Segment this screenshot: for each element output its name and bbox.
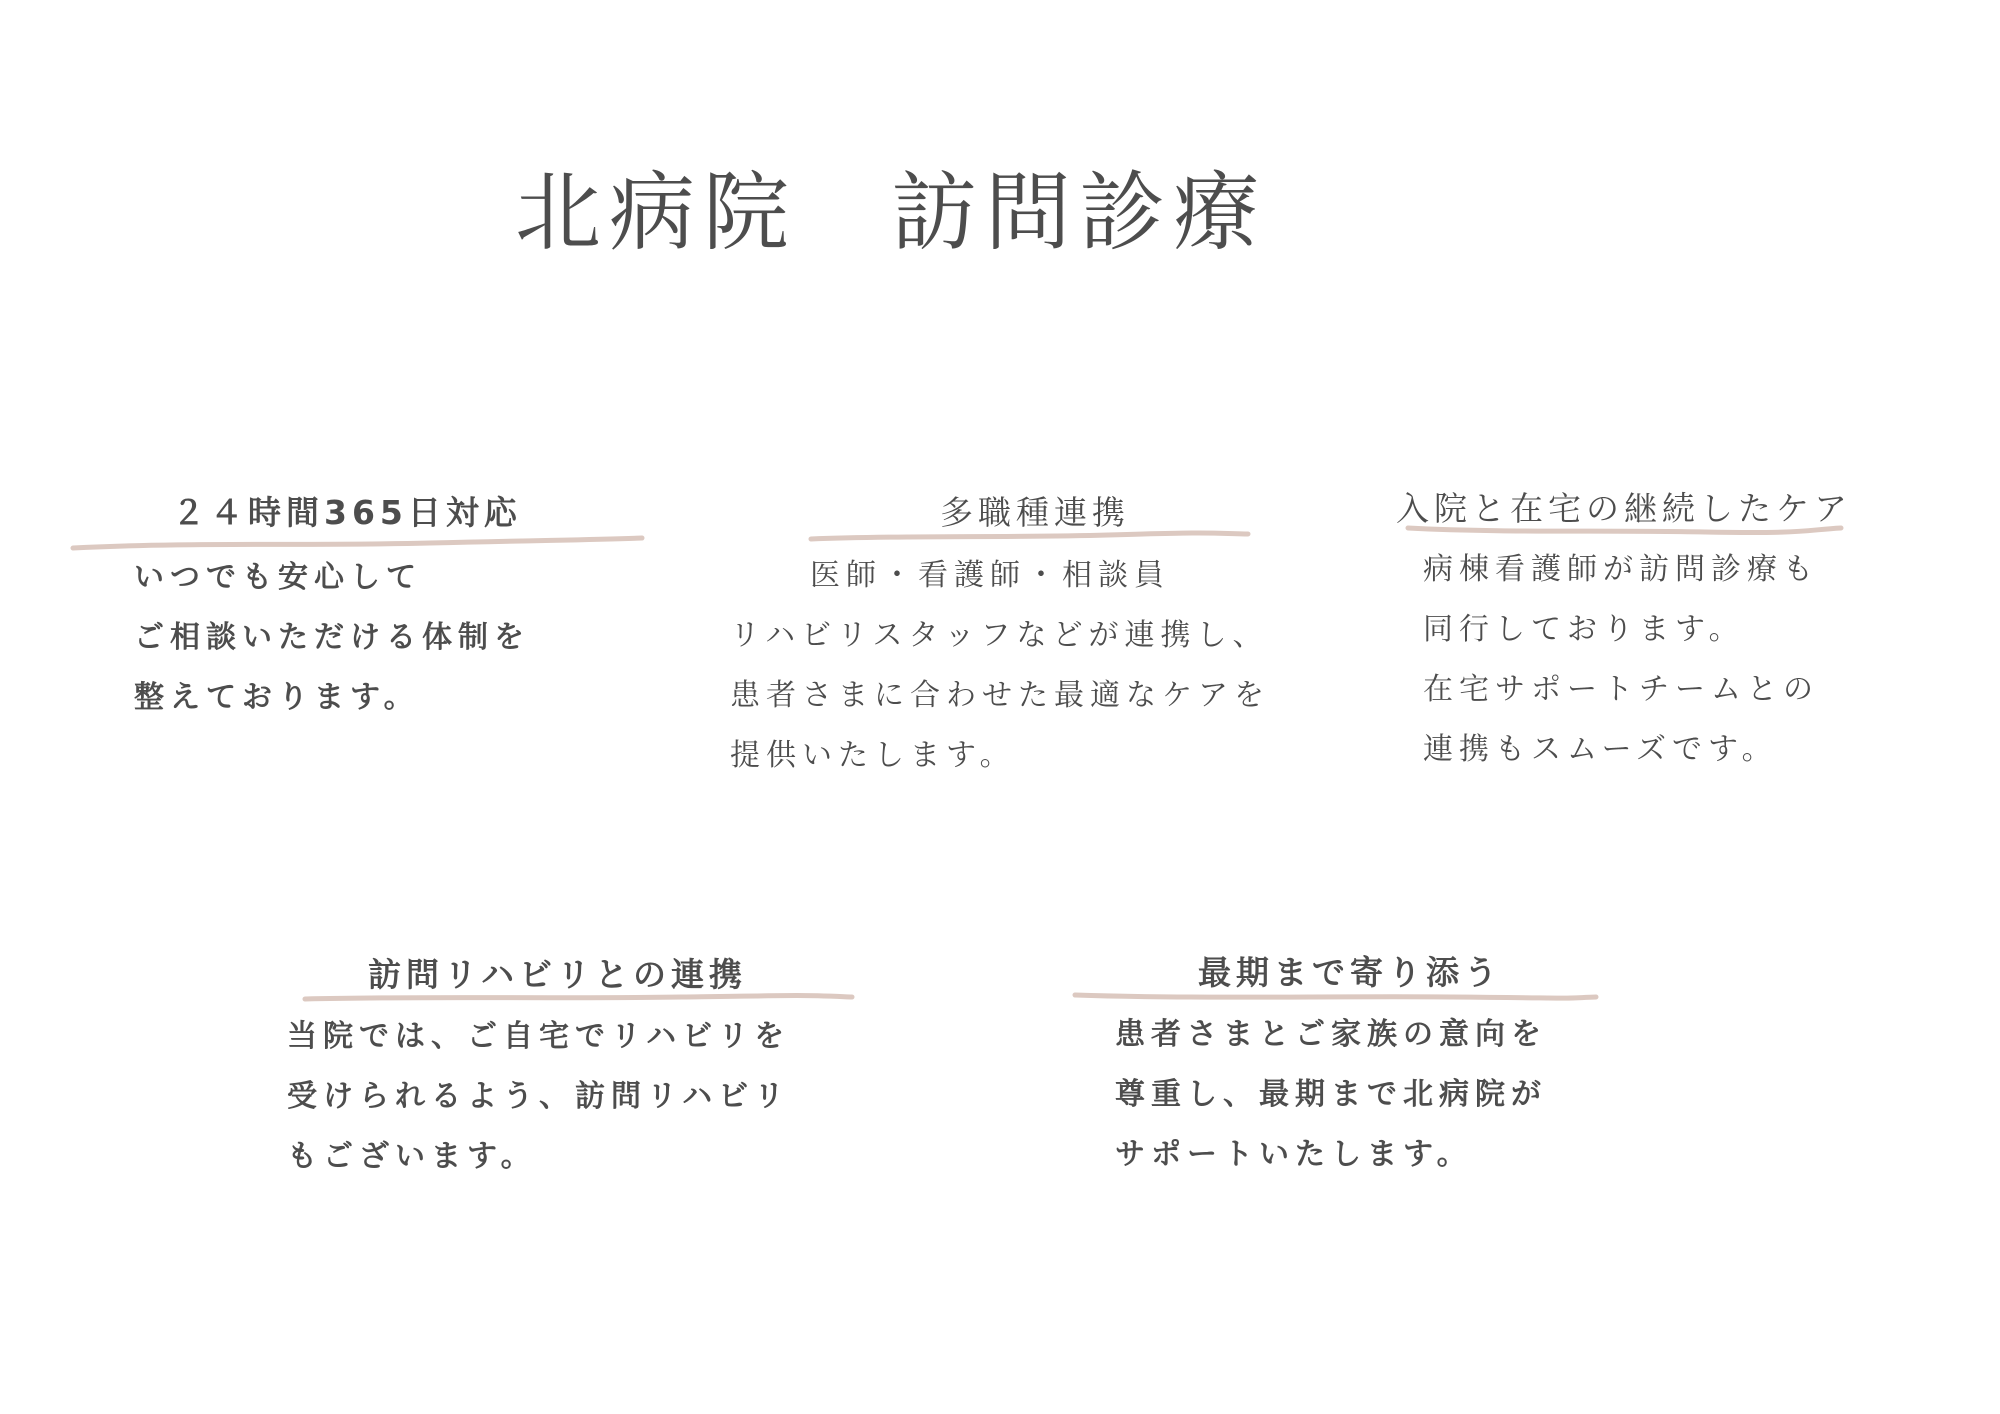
section-body-multidisciplinary <box>730 546 1270 786</box>
section-heading-continuous-care: 入院と在宅の継続したケア <box>1396 489 1852 528</box>
body-line: 同行しております。 <box>1423 612 1745 647</box>
section-heading-home-rehab: 訪問リハビリとの連携 <box>368 955 748 994</box>
section-body-end-of-life <box>1115 1005 1547 1185</box>
body-line: リハビリスタッフなどが連携し、 <box>730 618 1269 653</box>
body-line: 当院では、ご自宅でリハビリを <box>287 1019 791 1054</box>
body-line: 尊重し、最期まで北病院が <box>1115 1077 1547 1112</box>
section-heading-24h: ２４時間365日対応 <box>172 493 522 532</box>
body-line: 患者さまとご家族の意向を <box>1115 1017 1547 1052</box>
body-line: 医師・看護師・相談員 <box>810 558 1170 593</box>
body-line: サポートいたします。 <box>1115 1137 1473 1172</box>
body-line: 整えております。 <box>134 680 420 715</box>
body-line: もございます。 <box>287 1139 537 1174</box>
body-line: 在宅サポートチームとの <box>1423 672 1819 707</box>
body-line: 患者さまに合わせた最適なケアを <box>730 678 1270 713</box>
body-line: いつでも安心して <box>134 560 422 595</box>
body-line: 連携もスムーズです。 <box>1423 732 1778 767</box>
section-body-continuous-care <box>1423 540 1819 780</box>
section-heading-multidisciplinary: 多職種連携 <box>940 493 1130 532</box>
page-title: 北病院 訪問診療 <box>515 163 1267 263</box>
heading-underline <box>1405 520 1845 540</box>
body-line: ご相談いただける体制を <box>134 620 530 655</box>
section-body-home-rehab <box>287 1007 790 1187</box>
section-heading-end-of-life: 最期まで寄り添う <box>1198 953 1502 992</box>
body-line: 病棟看護師が訪問診療も <box>1423 552 1819 587</box>
body-line: 提供いたします。 <box>730 738 1016 773</box>
section-body-24h <box>134 548 530 728</box>
body-line: 受けられるよう、訪問リハビリ <box>287 1079 791 1114</box>
